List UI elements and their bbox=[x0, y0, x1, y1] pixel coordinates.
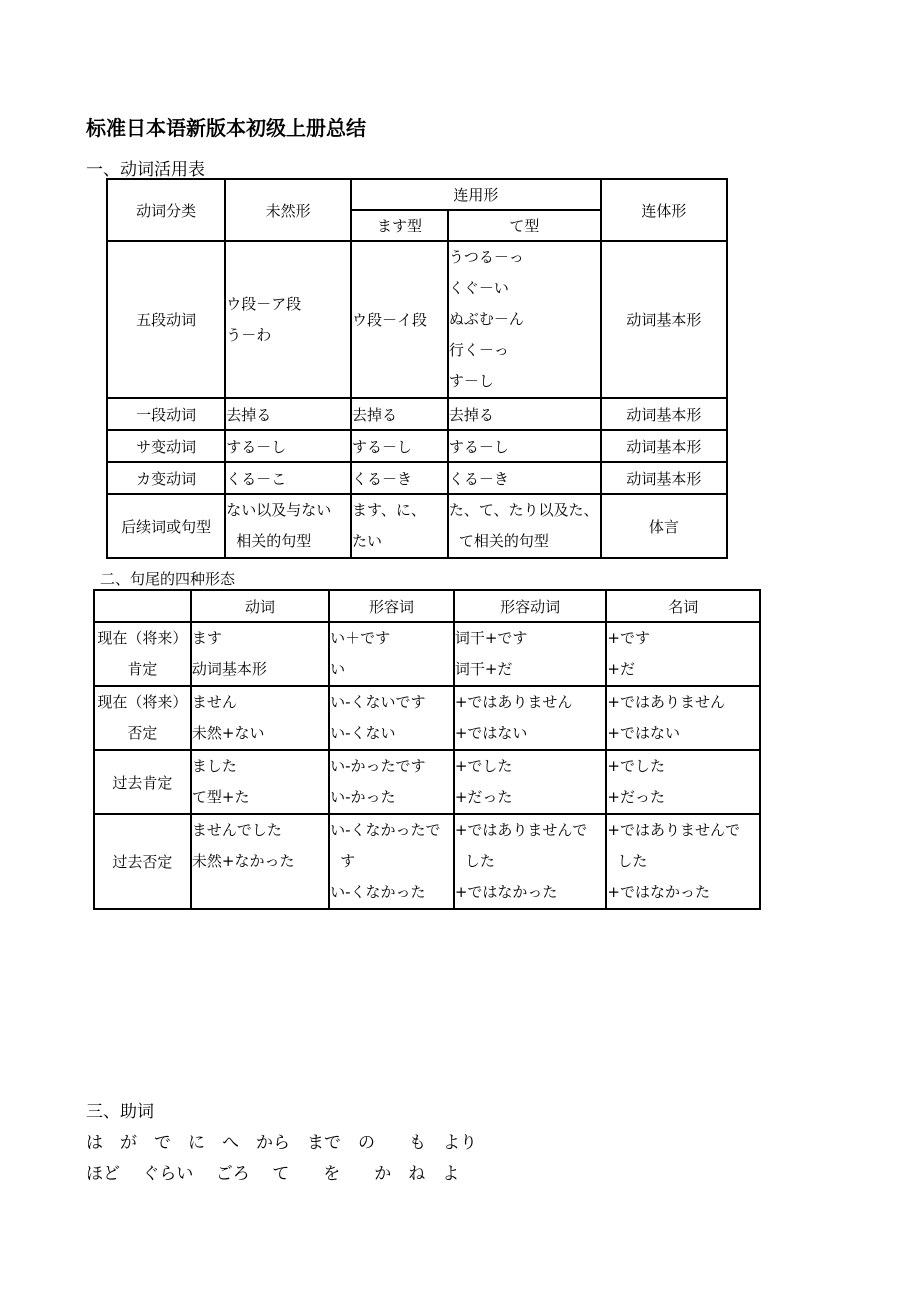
section-heading-verb-conjugation: 一、动词活用表 bbox=[86, 160, 205, 180]
header-blank bbox=[94, 590, 191, 622]
document-title: 标准日本语新版本初级上册总结 bbox=[86, 116, 366, 140]
noun-cell: +ではありませんで した +ではなかった bbox=[606, 814, 760, 909]
verb-class-cell: 后续词或句型 bbox=[107, 494, 225, 558]
te-cell: た、て、たり以及た、 て相关的句型 bbox=[448, 494, 601, 558]
header-verb: 动词 bbox=[191, 590, 329, 622]
noun-cell: +です +だ bbox=[606, 622, 760, 686]
te-cell: くる－き bbox=[448, 462, 601, 494]
section-heading-particles: 三、助词 bbox=[86, 1102, 154, 1122]
particles-line-2: ほど ぐらい ごろ て を か ね よ bbox=[86, 1164, 460, 1184]
header-mizen: 未然形 bbox=[225, 179, 351, 241]
te-cell: うつる－っ くぐ－い ぬぶむ－ん 行く－っ す－し bbox=[448, 241, 601, 398]
verb-class-cell: 五段动词 bbox=[107, 241, 225, 398]
particles-line-1: は が で に へ から まで の も より bbox=[86, 1133, 477, 1153]
row-label: 现在（将来） 否定 bbox=[94, 686, 191, 750]
header-te: て型 bbox=[448, 210, 601, 241]
header-masu: ます型 bbox=[351, 210, 448, 241]
row-label: 过去否定 bbox=[94, 814, 191, 909]
header-adjective: 形容词 bbox=[329, 590, 454, 622]
header-verb-class: 动词分类 bbox=[107, 179, 225, 241]
na-adjective-cell: +でした +だった bbox=[454, 750, 607, 814]
header-renyou: 连用形 bbox=[351, 179, 601, 210]
verb-class-cell: サ变动词 bbox=[107, 430, 225, 462]
verb-cell: ません 未然+ない bbox=[191, 686, 329, 750]
na-adjective-cell: 词干+です 词干+だ bbox=[454, 622, 607, 686]
mizen-cell: ウ段－ア段 う－わ bbox=[225, 241, 351, 398]
verb-conjugation-table bbox=[106, 178, 728, 559]
masu-cell: 去掉る bbox=[351, 398, 448, 430]
verb-cell: ませんでした 未然+なかった bbox=[191, 814, 329, 909]
masu-cell: ます、に、 たい bbox=[351, 494, 448, 558]
sentence-ending-table bbox=[93, 589, 761, 910]
noun-cell: +ではありません +ではない bbox=[606, 686, 760, 750]
mizen-cell: くる－こ bbox=[225, 462, 351, 494]
te-cell: 去掉る bbox=[448, 398, 601, 430]
verb-class-cell: カ变动词 bbox=[107, 462, 225, 494]
adjective-cell: い-くないです い-くない bbox=[329, 686, 454, 750]
na-adjective-cell: +ではありませんで した +ではなかった bbox=[454, 814, 607, 909]
header-noun: 名词 bbox=[606, 590, 760, 622]
rentai-cell: 动词基本形 bbox=[601, 398, 727, 430]
mizen-cell: 去掉る bbox=[225, 398, 351, 430]
rentai-cell: 动词基本形 bbox=[601, 462, 727, 494]
masu-cell: する－し bbox=[351, 430, 448, 462]
masu-cell: ウ段－イ段 bbox=[351, 241, 448, 398]
section-heading-sentence-endings: 二、句尾的四种形态 bbox=[100, 570, 236, 588]
verb-cell: ました て型+た bbox=[191, 750, 329, 814]
te-cell: する－し bbox=[448, 430, 601, 462]
adjective-cell: い-くなかったで す い-くなかった bbox=[329, 814, 454, 909]
header-na-adjective: 形容动词 bbox=[454, 590, 607, 622]
row-label: 过去肯定 bbox=[94, 750, 191, 814]
noun-cell: +でした +だった bbox=[606, 750, 760, 814]
mizen-cell: ない以及与ない 相关的句型 bbox=[225, 494, 351, 558]
masu-cell: くる－き bbox=[351, 462, 448, 494]
rentai-cell: 动词基本形 bbox=[601, 241, 727, 398]
verb-class-cell: 一段动词 bbox=[107, 398, 225, 430]
row-label: 现在（将来） 肯定 bbox=[94, 622, 191, 686]
rentai-cell: 体言 bbox=[601, 494, 727, 558]
rentai-cell: 动词基本形 bbox=[601, 430, 727, 462]
na-adjective-cell: +ではありません +ではない bbox=[454, 686, 607, 750]
mizen-cell: する－し bbox=[225, 430, 351, 462]
adjective-cell: い＋です い bbox=[329, 622, 454, 686]
adjective-cell: い-かったです い-かった bbox=[329, 750, 454, 814]
verb-cell: ます 动词基本形 bbox=[191, 622, 329, 686]
header-rentai: 连体形 bbox=[601, 179, 727, 241]
